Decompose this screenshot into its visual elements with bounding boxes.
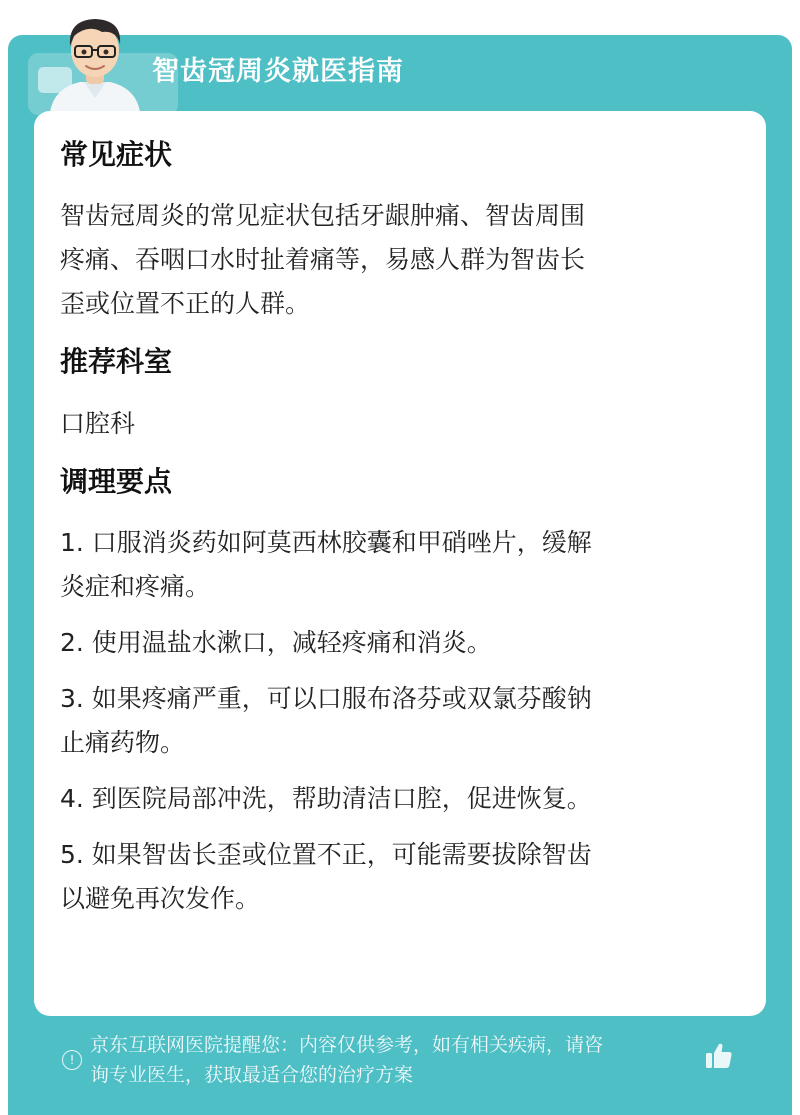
section-department (60, 342, 740, 446)
section-title: 推荐科室 (60, 345, 173, 378)
info-icon: ! (62, 1050, 82, 1070)
section-title: 常见症状 (60, 138, 173, 171)
thumbs-up-icon[interactable] (703, 1040, 735, 1072)
content-area (60, 135, 740, 921)
section-symptoms (60, 135, 740, 326)
section-care-points (60, 462, 740, 921)
page-title: 智齿冠周炎就医指南 (152, 56, 404, 87)
footer-notice (62, 1030, 742, 1090)
department-text: 口腔科 (60, 409, 136, 438)
list-item: 4. 到医院局部冲洗，帮助清洁口腔，促进恢复。 (60, 784, 592, 813)
symptoms-text-line: 智齿冠周炎的常见症状包括牙龈肿痛、智齿周围 (60, 201, 586, 230)
footer-notice-line: 询专业医生，获取最适合您的治疗方案 (90, 1064, 414, 1086)
section-title: 调理要点 (60, 465, 173, 498)
footer-notice-line: 京东互联网医院提醒您：内容仅供参考，如有相关疾病，请咨 (90, 1034, 604, 1056)
list-item: 2. 使用温盐水漱口，减轻疼痛和消炎。 (60, 628, 492, 657)
symptoms-text-line: 歪或位置不正的人群。 (60, 289, 311, 318)
list-item: 1. 口服消炎药如阿莫西林胶囊和甲硝唑片，缓解 炎症和疼痛。 (60, 528, 592, 601)
list-item: 5. 如果智齿长歪或位置不正，可能需要拔除智齿 以避免再次发作。 (60, 840, 592, 913)
doctor-avatar-icon (40, 10, 150, 112)
symptoms-text-line: 疼痛、吞咽口水时扯着痛等，易感人群为智齿长 (60, 245, 586, 274)
list-item: 3. 如果疼痛严重，可以口服布洛芬或双氯芬酸钠 止痛药物。 (60, 684, 592, 757)
